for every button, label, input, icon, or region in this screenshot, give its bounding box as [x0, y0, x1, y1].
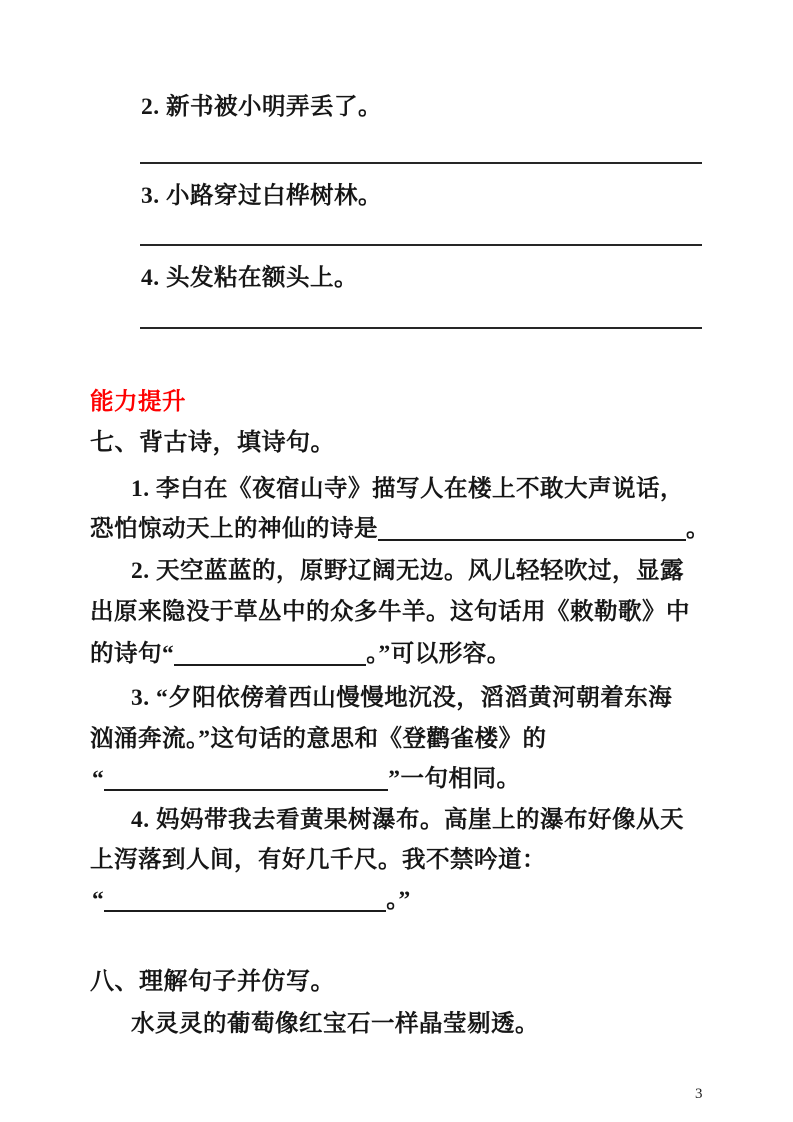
exercise-item-3: 3. 小路穿过白桦树林。 — [141, 183, 382, 209]
q4-answer-blank — [104, 910, 386, 912]
q1-answer-blank — [378, 539, 686, 541]
exercise-item-2: 2. 新书被小明弄丢了。 — [141, 94, 382, 120]
q2-answer-blank — [174, 664, 366, 666]
section-banner-ability: 能力提升 — [90, 389, 186, 415]
q4-line2: 上泻落到人间，有好几千尺。我不禁吟道： — [90, 847, 546, 873]
q4-line3 — [92, 888, 411, 913]
q3-answer-blank — [104, 789, 388, 791]
q3-line3-prefix: “ — [92, 766, 105, 792]
q2-line1: 2. 天空蓝蓝的，原野辽阔无边。风儿轻轻吹过，显露 — [131, 558, 684, 584]
q4-line1: 4. 妈妈带我去看黄果树瀑布。高崖上的瀑布好像从天 — [131, 807, 684, 833]
q1-line2 — [90, 517, 710, 542]
q4-line3-suffix: 。” — [386, 887, 411, 913]
q3-line1: 3. “夕阳依傍着西山慢慢地沉没，滔滔黄河朝着东海 — [131, 685, 673, 711]
exercise-item-4: 4. 头发粘在额头上。 — [141, 265, 358, 291]
q1-line2-suffix: 。 — [686, 516, 710, 542]
q1-line2-prefix: 恐怕惊动天上的神仙的诗是 — [90, 516, 378, 542]
q2-line2: 出原来隐没于草丛中的众多牛羊。这句话用《敕勒歌》中 — [90, 599, 690, 625]
q2-line3-suffix: 。”可以形容。 — [366, 641, 511, 667]
answer-line-2 — [140, 244, 702, 246]
page-number: 3 — [695, 1086, 703, 1102]
q2-line3-prefix: 的诗句“ — [90, 641, 175, 667]
answer-line-1 — [140, 162, 702, 164]
q4-line3-prefix: “ — [92, 887, 105, 913]
q3-line3-suffix: ”一句相同。 — [388, 766, 521, 792]
q3-line2: 汹涌奔流。”这句话的意思和《登鹳雀楼》的 — [90, 726, 547, 752]
section8-sentence: 水灵灵的葡萄像红宝石一样晶莹剔透。 — [131, 1011, 539, 1037]
q3-line3 — [92, 767, 521, 792]
section8-heading: 八、理解句子并仿写。 — [90, 969, 335, 995]
q2-line3 — [90, 642, 511, 667]
q1-line1: 1. 李白在《夜宿山寺》描写人在楼上不敢大声说话， — [131, 476, 684, 502]
answer-line-3 — [140, 327, 702, 329]
section7-heading: 七、背古诗，填诗句。 — [90, 430, 335, 456]
